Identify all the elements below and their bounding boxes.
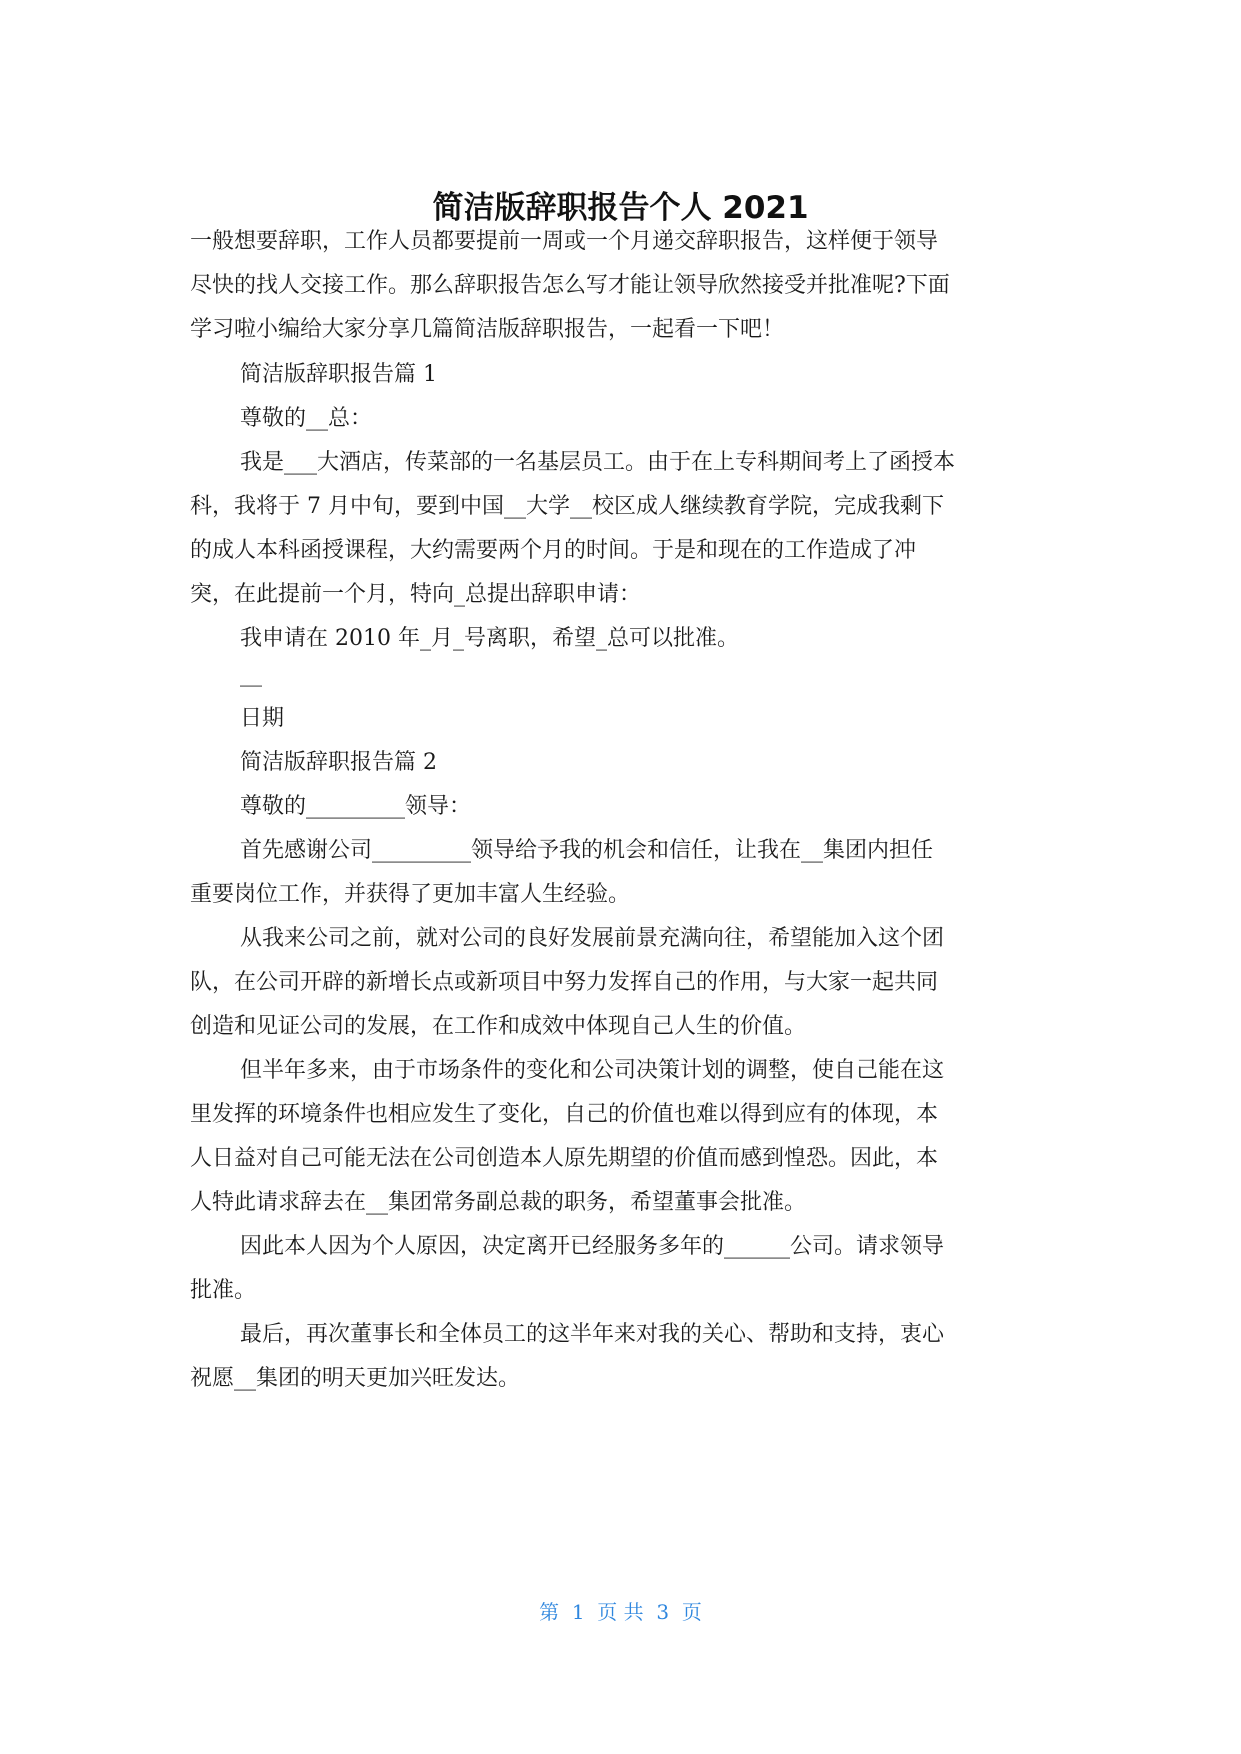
paragraph-line: 里发挥的环境条件也相应发生了变化，自己的价值也难以得到应有的体现，本 xyxy=(190,1102,939,1127)
paragraph-line: 我是___大酒店，传菜部的一名基层员工。由于在上专科期间考上了函授本 xyxy=(240,450,956,475)
paragraph-line: 最后，再次董事长和全体员工的这半年来对我的关心、帮助和支持，衷心 xyxy=(240,1322,945,1347)
paragraph-line: 科，我将于 7 月中旬，要到中国__大学__校区成人继续教育学院，完成我剩下 xyxy=(190,494,944,519)
section-heading: 简洁版辞职报告篇 1 xyxy=(240,362,437,387)
paragraph-line: 突，在此提前一个月，特向_总提出辞职申请： xyxy=(190,582,642,607)
salutation: 尊敬的_________领导： xyxy=(240,794,472,819)
paragraph-line: 祝愿__集团的明天更加兴旺发达。 xyxy=(190,1366,521,1391)
paragraph-line: 学习啦小编给大家分享几篇简洁版辞职报告，一起看一下吧！ xyxy=(190,317,785,342)
salutation: 尊敬的__总： xyxy=(240,406,373,431)
date-label: 日期 xyxy=(240,706,285,731)
paragraph-line: 重要岗位工作，并获得了更加丰富人生经验。 xyxy=(190,882,631,907)
paragraph-line: 尽快的找人交接工作。那么辞职报告怎么写才能让领导欣然接受并批准呢?下面 xyxy=(190,273,950,298)
paragraph-line: 队，在公司开辟的新增长点或新项目中努力发挥自己的作用，与大家一起共同 xyxy=(190,970,939,995)
paragraph-line: 首先感谢公司_________领导给予我的机会和信任，让我在__集团内担任 xyxy=(240,838,934,863)
paragraph-line: 因此本人因为个人原因，决定离开已经服务多年的______公司。请求领导 xyxy=(240,1234,945,1259)
section-heading: 简洁版辞职报告篇 2 xyxy=(240,750,437,775)
paragraph-line: 人日益对自己可能无法在公司创造本人原先期望的价值而感到惶恐。因此，本 xyxy=(190,1146,939,1171)
paragraph-line: 我申请在 2010 年_月_号离职，希望_总可以批准。 xyxy=(240,626,739,651)
paragraph-line: 批准。 xyxy=(190,1278,257,1303)
paragraph-line: 从我来公司之前，就对公司的良好发展前景充满向往，希望能加入这个团 xyxy=(240,926,945,951)
paragraph-line: 创造和见证公司的发展，在工作和成效中体现自己人生的价值。 xyxy=(190,1014,807,1039)
signature-blank: __ xyxy=(240,662,262,687)
paragraph-line: 但半年多来，由于市场条件的变化和公司决策计划的调整，使自己能在这 xyxy=(240,1058,945,1083)
document-title: 简洁版辞职报告个人 2021 xyxy=(432,190,809,226)
paragraph-line: 的成人本科函授课程，大约需要两个月的时间。于是和现在的工作造成了冲 xyxy=(190,538,917,563)
paragraph-line: 人特此请求辞去在__集团常务副总裁的职务，希望董事会批准。 xyxy=(190,1190,807,1215)
page-footer: 第 1 页 共 3 页 xyxy=(539,1600,702,1624)
paragraph-line: 一般想要辞职，工作人员都要提前一周或一个月递交辞职报告，这样便于领导 xyxy=(190,229,939,254)
